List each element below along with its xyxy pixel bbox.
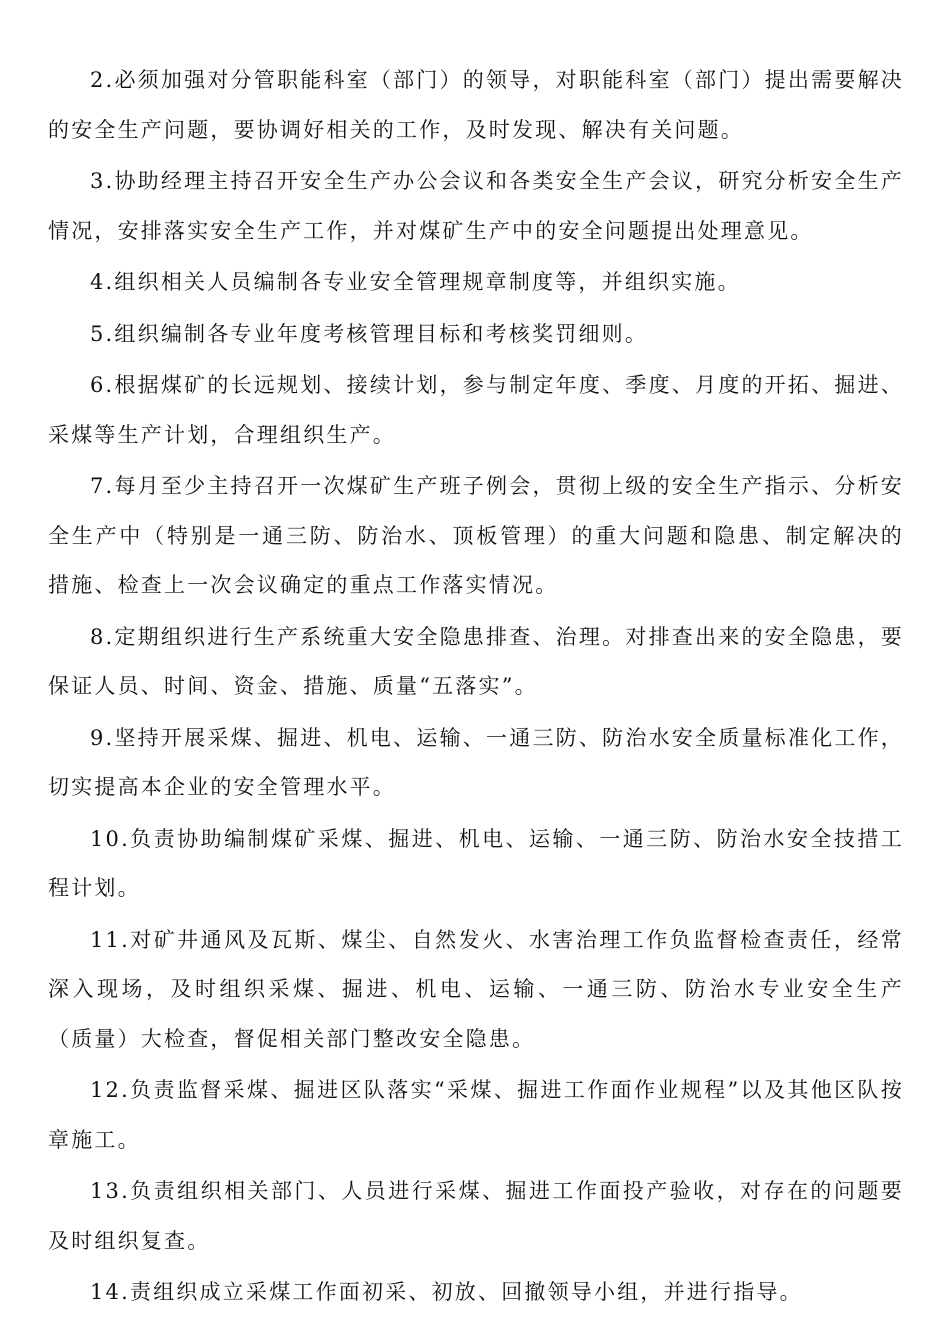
paragraph-item-11: 11.对矿井通风及瓦斯、煤尘、自然发火、水害治理工作负监督检查责任，经常深入现场，及时组织采煤、掘进、机电、运输、一通三防、防治水专业安全生产（质量）大检查，督促相关部门整改安全隐患。 (48, 927, 904, 1051)
paragraph-item-4: 4.组织相关人员编制各专业安全管理规章制度等，并组织实施。 (90, 270, 741, 294)
paragraph-item-9: 9.坚持开展采煤、掘进、机电、运输、一通三防、防治水安全质量标准化工作，切实提高本企业的安全管理水平。 (48, 725, 904, 799)
paragraph-item-8: 8.定期组织进行生产系统重大安全隐患排查、治理。对排查出来的安全隐患，要保证人员、时间、资金、措施、质量“五落实”。 (48, 624, 904, 698)
paragraph-item-2: 2.必须加强对分管职能科室（部门）的领导，对职能科室（部门）提出需要解决的安全生产问题，要协调好相关的工作，及时发现、解决有关问题。 (48, 68, 904, 142)
paragraph-item-10: 10.负责协助编制煤矿采煤、掘进、机电、运输、一通三防、防治水安全技措工程计划。 (48, 826, 904, 900)
paragraph-item-14: 14.责组织成立采煤工作面初采、初放、回撤领导小组，并进行指导。 (90, 1280, 803, 1304)
paragraph-item-7: 7.每月至少主持召开一次煤矿生产班子例会，贯彻上级的安全生产指示、分析安全生产中（特别是一通三防、防治水、顶板管理）的重大问题和隐患、制定解决的措施、检查上一次会议确定的重点工作落实情况。 (48, 474, 904, 597)
paragraph-item-5: 5.组织编制各专业年度考核管理目标和考核奖罚细则。 (90, 321, 649, 346)
document-page (48, 56, 904, 1320)
paragraph-item-3: 3.协助经理主持召开安全生产办公会议和各类安全生产会议，研究分析安全生产情况，安排落实安全生产工作，并对煤矿生产中的安全问题提出处理意见。 (48, 169, 904, 243)
paragraph-item-12: 12.负责监督采煤、掘进区队落实“采煤、掘进工作面作业规程”以及其他区队按章施工。 (48, 1078, 904, 1152)
paragraph-item-6: 6.根据煤矿的长远规划、接续计划，参与制定年度、季度、月度的开拓、掘进、采煤等生产计划，合理组织生产。 (48, 373, 904, 447)
paragraph-item-13: 13.负责组织相关部门、人员进行采煤、掘进工作面投产验收，对存在的问题要及时组织复查。 (48, 1179, 904, 1253)
